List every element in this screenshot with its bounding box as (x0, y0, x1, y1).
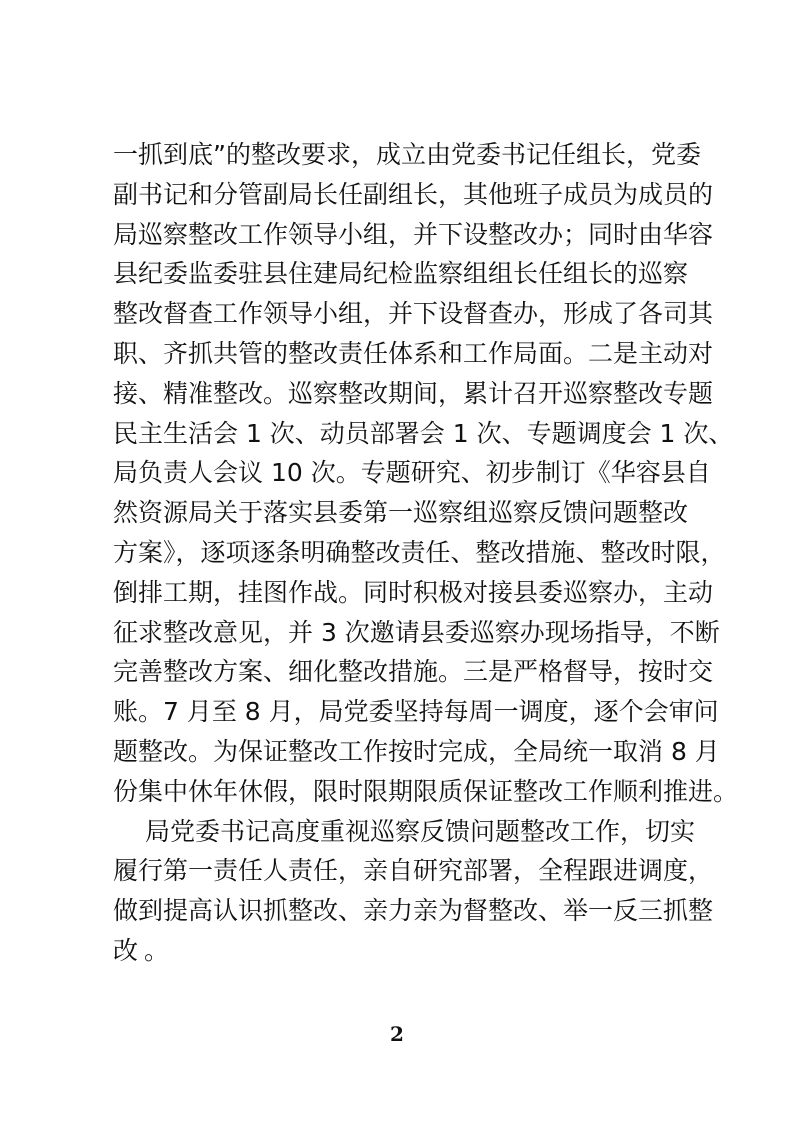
paragraph-1-line: 方案》，逐项逐条明确整改责任、整改措施、整改时限， (113, 538, 726, 567)
paragraph-1-line: 局负责人会议 10 次。专题研究、初步制订《华容县自 (113, 458, 711, 488)
paragraph-1-line: 份集中休年休假，限时限期限质保证整改工作顺利推进。 (113, 776, 739, 806)
paragraph-1-line: 民主生活会 1 次、动员部署会 1 次、专题调度会 1 次、 (113, 418, 734, 448)
paragraph-1-line: 征求整改意见，并 3 次邀请县委巡察办现场指导，不断 (113, 617, 720, 647)
paragraph-1-line: 完善整改方案、细化整改措施。三是严格督导，按时交 (113, 657, 714, 687)
paragraph-2-line: 局党委书记高度重视巡察反馈问题整改工作，切实 (145, 816, 696, 846)
paragraph-1-line: 局巡察整改工作领导小组，并下设整改办；同时由华容 (113, 219, 714, 249)
paragraph-2-line: 做到提高认识抓整改、亲力亲为督整改、举一反三抓整 (113, 896, 714, 926)
page-number: 2 (390, 1022, 404, 1046)
paragraph-1-line: 然资源局关于落实县委第一巡察组巡察反馈问题整改 (113, 498, 689, 528)
paragraph-1-line: 副书记和分管副局长任副组长，其他班子成员为成员的 (113, 179, 714, 209)
paragraph-1-line: 整改督查工作领导小组，并下设督查办，形成了各司其 (113, 299, 714, 329)
paragraph-1-line: 一抓到底”的整改要求，成立由党委书记任组长，党委 (113, 140, 701, 169)
paragraph-2-line: 履行第一责任人责任，亲自研究部署，全程跟进调度， (113, 856, 714, 886)
paragraph-1-line: 倒排工期，挂图作战。同时积极对接县委巡察办，主动 (113, 577, 714, 607)
paragraph-1-line: 题整改。为保证整改工作按时完成，全局统一取消 8 月 (113, 737, 720, 766)
paragraph-1-line: 职、齐抓共管的整改责任体系和工作局面。二是主动对 (113, 339, 714, 368)
paragraph-1-line: 账。7 月至 8 月，局党委坚持每周一调度，逐个会审问 (113, 697, 719, 727)
paragraph-2-line: 改。 (113, 936, 176, 965)
paragraph-1-line: 县纪委监委驻县住建局纪检监察组组长任组长的巡察 (113, 259, 689, 289)
paragraph-1-line: 接、精准整改。巡察整改期间，累计召开巡察整改专题 (113, 378, 714, 408)
